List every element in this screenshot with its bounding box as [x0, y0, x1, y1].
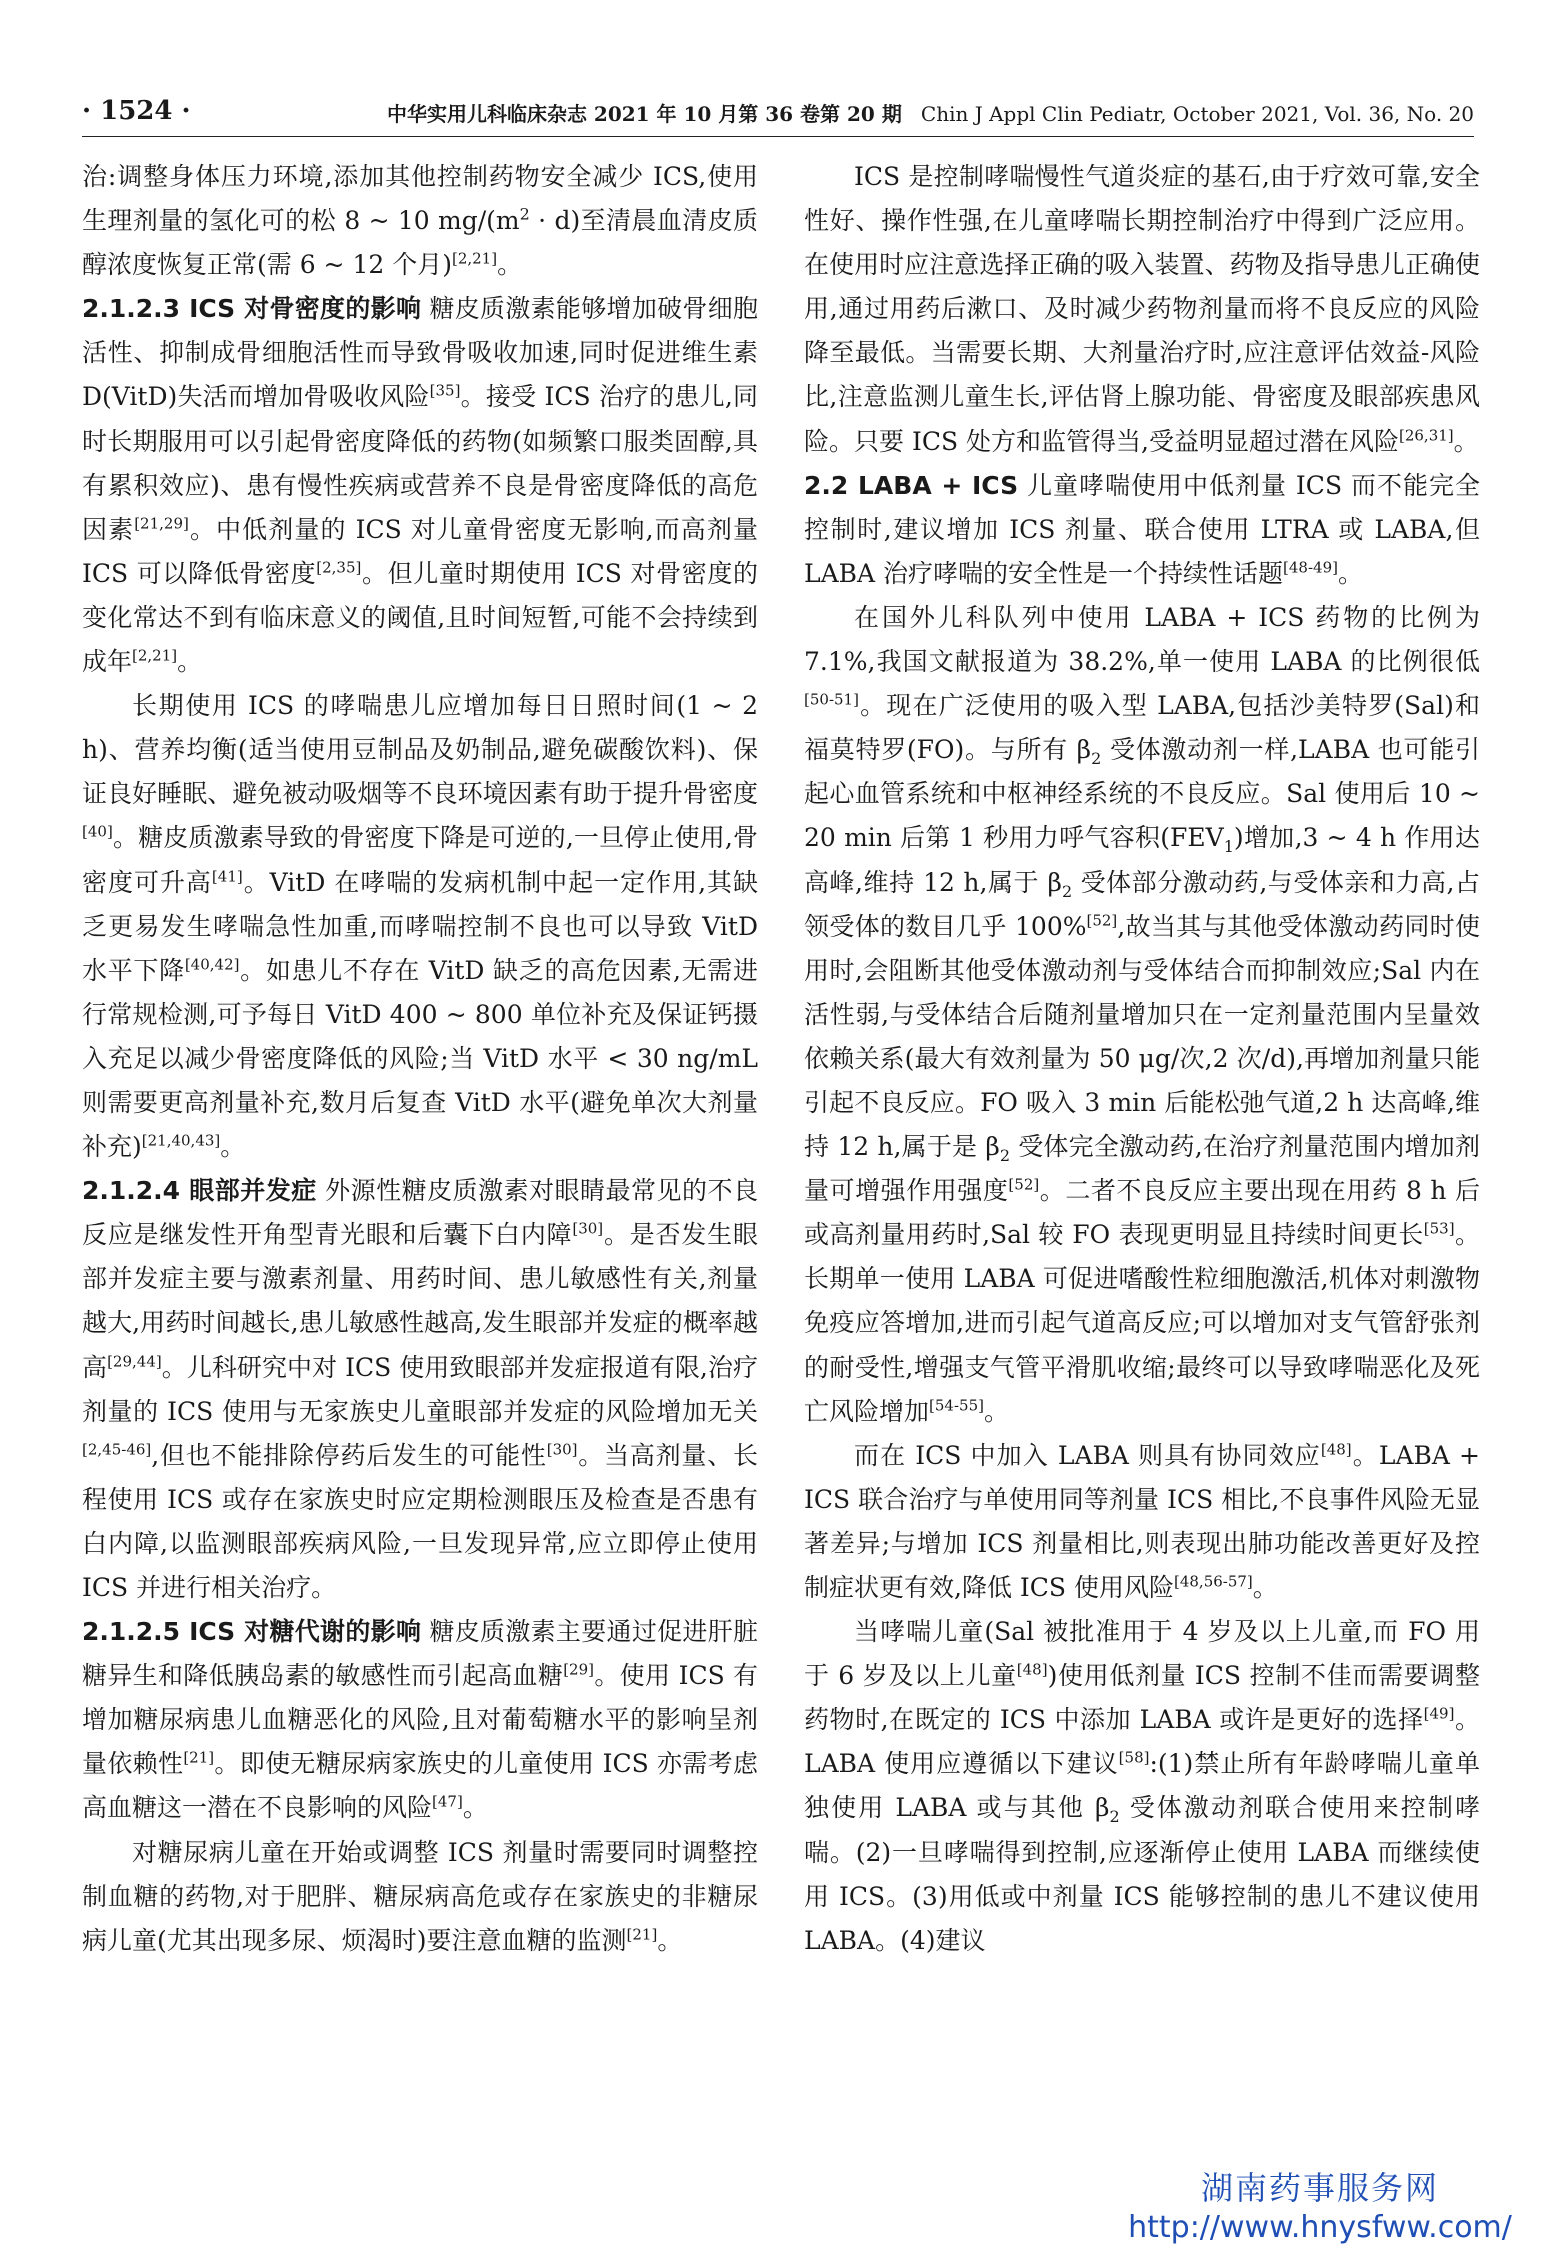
paragraph [804, 1610, 1480, 1963]
body-text: 。 [657, 1925, 683, 1955]
body-text: 对糖尿病儿童在开始或调整 ICS 剂量时需要同时调整控制血糖的药物,对于肥胖、糖尿病高危或存在家族史的非糖尿病儿童(尤其出现多尿、烦渴时)要注意血糖的监测 [82, 1837, 758, 1955]
citation-ref: [2,45-46] [82, 1440, 152, 1459]
citation-ref: [40] [82, 823, 113, 842]
citation-ref: [58] [1118, 1749, 1150, 1768]
subscript: 2 [999, 1146, 1011, 1166]
citation-ref: [26,31] [1398, 426, 1454, 445]
journal-title-en: Chin J Appl Clin Pediatr, October 2021, Vol. 36, No. 20 [920, 102, 1474, 126]
paragraph [804, 464, 1480, 596]
paragraph [82, 1831, 758, 1963]
body-text: 。中低剂量的 ICS 对儿童骨密度无影响,而高剂量 ICS 可以降低骨密度 [82, 514, 758, 588]
citation-ref: [29] [563, 1660, 594, 1679]
page-header [82, 96, 1474, 137]
citation-ref: [52] [1086, 911, 1118, 930]
citation-ref: [48-49] [1283, 558, 1338, 577]
subscript: 1 [1223, 837, 1234, 857]
body-text: 在国外儿科队列中使用 LABA + ICS 药物的比例为 7.1%,我国文献报道为 38.2%,单一使用 LABA 的比例很低 [804, 602, 1480, 677]
section-heading: 2.1.2.5 ICS 对糖代谢的影响 [82, 1617, 422, 1647]
body-text: 。 [1337, 558, 1363, 588]
body-text: 糖皮质激素主要通过促进肝脏糖异生和降低胰岛素的敏感性而引起高血糖 [82, 1617, 758, 1691]
body-text: 。LABA 使用应遵循以下建议 [804, 1705, 1480, 1779]
body-text: ICS 是控制哮喘慢性气道炎症的基石,由于疗效可靠,安全性好、操作性强,在儿童哮喘长期控制治疗中得到广泛应用。在使用时应注意选择正确的吸入装置、药物及指导患儿正确使用,通过用药后漱口、及时减少药物剂量而将不良反应的风险降至最低。当需要长期、大剂量治疗时,应注意评估效益-风险比,注意监测儿童生长,评估肾上腺功能、骨密度及眼部疾患风险。只要 ICS 处方和监管得当,受益明显超过潜在风险 [804, 162, 1480, 456]
subscript: 2 [1109, 1807, 1120, 1827]
body-text: 受体部分激动药,与受体亲和力高,占领受体的数目几乎 100% [804, 867, 1481, 941]
citation-ref: [21,29] [134, 514, 189, 533]
superscript: 2 [519, 204, 530, 224]
citation-ref: [29,44] [107, 1352, 162, 1371]
body-text: 。 [983, 1396, 1009, 1426]
body-text: )使用低剂量 ICS 控制不佳而需要调整药物时,在既定的 ICS 中添加 LABA 或许是更好的选择 [804, 1661, 1480, 1735]
body-text: ,但也不能排除停药后发生的可能性 [151, 1440, 547, 1470]
body-text: 。 [497, 250, 523, 280]
citation-ref: [2,35] [316, 558, 362, 577]
paragraph [804, 155, 1480, 464]
body-text: 儿童哮喘使用中低剂量 ICS 而不能完全控制时,建议增加 ICS 剂量、联合使用 LTRA 或 LABA,但 LABA 治疗哮喘的安全性是一个持续性话题 [804, 470, 1480, 588]
citation-ref: [50-51] [804, 690, 859, 709]
body-text: 。当高剂量、长程使用 ICS 或存在家族史时应定期检测眼压及检查是否患有白内障,以监测眼部疾病风险,一旦发现异常,应立即停止使用 ICS 并进行相关治疗。 [82, 1440, 758, 1602]
body-text: 。糖皮质激素导致的骨密度下降是可逆的,一旦停止使用,骨密度可升高 [82, 823, 758, 897]
citation-ref: [47] [432, 1793, 463, 1812]
paragraph [82, 155, 758, 287]
citation-ref: [40,42] [184, 955, 240, 974]
paragraph [804, 1434, 1480, 1610]
citation-ref: [30] [572, 1219, 604, 1238]
body-text: 。使用 ICS 有增加糖尿病患儿血糖恶化的风险,且对葡萄糖水平的影响呈剂量依赖性 [82, 1661, 758, 1779]
body-text: 糖皮质激素能够增加破骨细胞活性、抑制成骨细胞活性而导致骨吸收加速,同时促进维生素 D(VitD)失活而增加骨吸收风险 [82, 294, 758, 412]
citation-ref: [35] [429, 382, 461, 401]
site-watermark [1090, 2168, 1550, 2248]
body-text: 。如患儿不存在 VitD 缺乏的高危因素,无需进行常规检测,可予每日 VitD 400 ~ 800 单位补充及保证钙摄入充足以减少骨密度降低的风险;当 VitD 水平 < 30 ng/mL 则需要更高剂量补充,数月后复查 VitD 水平(避免单次大剂量补充) [82, 955, 758, 1162]
citation-ref: [21] [183, 1749, 215, 1768]
citation-ref: [54-55] [929, 1396, 984, 1415]
citation-ref: [2,21] [132, 646, 178, 665]
body-text: 。LABA + ICS 联合治疗与单使用同等剂量 ICS 相比,不良事件风险无显著差异;与增加 ICS 剂量相比,则表现出肺功能改善更好及控制症状更有效,降低 ICS 使用风险 [804, 1440, 1480, 1602]
body-text: 外源性糖皮质激素对眼睛最常见的不良反应是继发性开角型青光眼和后囊下白内障 [82, 1176, 758, 1250]
body-text: 长期使用 ICS 的哮喘患儿应增加每日日照时间(1 ~ 2 h)、营养均衡(适当使用豆制品及奶制品,避免碳酸饮料)、保证良好睡眠、避免被动吸烟等不良环境因素有助于提升骨密度 [82, 691, 758, 809]
citation-ref: [21,40,43] [141, 1131, 221, 1150]
body-text: 。 [177, 647, 203, 677]
body-text: 当哮喘儿童(Sal 被批准用于 4 岁及以上儿童,而 FO 用于 6 岁及以上儿童 [804, 1617, 1480, 1691]
body-text: ,故当其与其他受体激动药同时使用时,会阻断其他受体激动剂与受体结合而抑制效应;Sal 内在活性弱,与受体结合后随剂量增加只在一定剂量范围内呈量效依赖关系(最大有效剂量为 50 μg/次,2 次/d),再增加剂量只能引起不良反应。FO 吸入 3 min 后能松弛气道,2 h 达高峰,维持 12 h,属于是 β [804, 911, 1480, 1162]
body-text: 。 [1252, 1573, 1278, 1602]
watermark-name: 湖南药事服务网 [1200, 2169, 1439, 2207]
body-text: 。VitD 在哮喘的发病机制中起一定作用,其缺乏更易发生哮喘急性加重,而哮喘控制不良也可以导致 VitD 水平下降 [82, 867, 758, 985]
body-text: )增加,3 ~ 4 h 作用达高峰,维持 12 h,属于 β [804, 823, 1480, 897]
subscript: 2 [1091, 749, 1102, 769]
watermark-url[interactable]: http://www.hnysfww.com/ [1128, 2210, 1512, 2245]
citation-ref: [30] [546, 1440, 578, 1459]
section-heading: 2.1.2.4 眼部并发症 [82, 1176, 317, 1206]
citation-ref: [48] [1016, 1660, 1048, 1679]
body-text: 。儿科研究中对 ICS 使用致眼部并发症报道有限,治疗剂量的 ICS 使用与无家族史儿童眼部并发症的风险增加无关 [82, 1352, 758, 1426]
body-text: 受体激动剂联合使用来控制哮喘。(2)一旦哮喘得到控制,应逐渐停止使用 LABA 而继续使用 ICS。(3)用低或中剂量 ICS 能够控制的患儿不建议使用 LABA。(4)建议 [804, 1793, 1480, 1955]
journal-citation [387, 98, 1474, 127]
paragraph [82, 1610, 758, 1830]
body-text: 。即使无糖尿病家族史的儿童使用 ICS 亦需考虑高血糖这一潜在不良影响的风险 [82, 1749, 758, 1823]
body-text: 。接受 ICS 治疗的患儿,同时长期服用可以引起骨密度降低的药物(如频繁口服类固醇,具有累积效应)、患有慢性疾病或营养不良是骨密度降低的高危因素 [82, 382, 758, 544]
citation-ref: [53] [1423, 1219, 1455, 1238]
paragraph [82, 1169, 758, 1610]
left-column [82, 155, 758, 1963]
body-text: 受体完全激动药,在治疗剂量范围内增加剂量可增强作用强度 [804, 1132, 1480, 1206]
body-text: 。 [1453, 426, 1479, 456]
body-text: 。 [220, 1132, 246, 1162]
body-text: :(1)禁止所有年龄哮喘儿童单独使用 LABA 或与其他 β [804, 1749, 1481, 1823]
right-column [804, 155, 1480, 1963]
section-heading: 2.1.2.3 ICS 对骨密度的影响 [82, 294, 422, 324]
paragraph [804, 596, 1480, 1434]
body-text: 受体激动剂一样,LABA 也可能引起心血管系统和中枢神经系统的不良反应。Sal 使用后 10 ~ 20 min 后第 1 秒用力呼气容积(FEV [804, 735, 1480, 853]
body-text: 。二者不良反应主要出现在用药 8 h 后或高剂量用药时,Sal 较 FO 表现更明显且持续时间更长 [804, 1176, 1480, 1250]
citation-ref: [52] [1008, 1175, 1040, 1194]
body-text: 。是否发生眼部并发症主要与激素剂量、用药时间、患儿敏感性有关,剂量越大,用药时间越长,患儿敏感性越高,发生眼部并发症的概率越高 [82, 1220, 758, 1382]
subscript: 2 [1061, 881, 1073, 901]
body-text: 而在 ICS 中加入 LABA 则具有协同效应 [854, 1440, 1321, 1470]
citation-ref: [21] [626, 1925, 658, 1944]
body-text: 。 [462, 1793, 488, 1823]
citation-ref: [48,56-57] [1173, 1572, 1253, 1591]
paragraph [82, 287, 758, 684]
body-text: 。现在广泛使用的吸入型 LABA,包括沙美特罗(Sal)和福莫特罗(FO)。与所有 β [804, 691, 1480, 765]
section-heading: 2.2 LABA + ICS [804, 470, 1019, 500]
paragraph [82, 684, 758, 1169]
citation-ref: [49] [1423, 1704, 1455, 1723]
citation-ref: [48] [1320, 1440, 1352, 1459]
journal-title-cn: 中华实用儿科临床杂志 2021 年 10 月第 36 卷第 20 期 [386, 102, 902, 126]
citation-ref: [41] [211, 867, 243, 886]
body-text: · d)至清晨血清皮质醇浓度恢复正常(需 6 ~ 12 个月) [82, 206, 758, 280]
body-text: 。长期单一使用 LABA 可促进嗜酸性粒细胞激活,机体对刺激物免疫应答增加,进而引起气道高反应;可以增加对支气管舒张剂的耐受性,增强支气管平滑肌收缩;最终可以导致哮喘恶化及死亡风险增加 [804, 1220, 1480, 1426]
body-text: 。但儿童时期使用 ICS 对骨密度的变化常达不到有临床意义的阈值,且时间短暂,可能不会持续到成年 [82, 558, 759, 677]
citation-ref: [2,21] [451, 249, 498, 268]
body-text: 治:调整身体压力环境,添加其他控制药物安全减少 ICS,使用生理剂量的氢化可的松 8 ~ 10 mg/(m [82, 162, 758, 236]
page-number: · 1524 · [82, 96, 191, 126]
